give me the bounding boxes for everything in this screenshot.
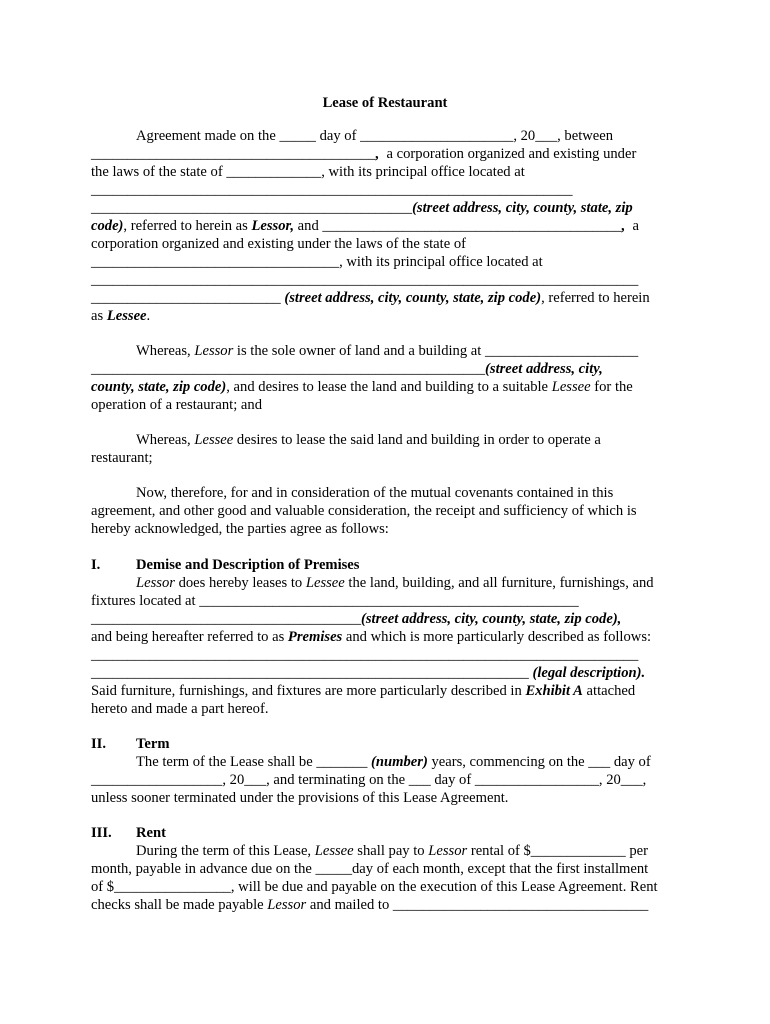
p1-line-3: the laws of the state of _____________, with its principal office located at	[91, 164, 525, 180]
s1-line-6: ____________________________________________________________ (legal description).	[91, 665, 646, 681]
section-1-heading: Demise and Description of Premises	[136, 557, 360, 573]
s2-line-3: unless sooner terminated under the provisions of this Lease Agreement.	[91, 790, 509, 806]
s1-line-3: _____________________________________(street address, city, county, state, zip code),	[91, 611, 622, 627]
p3-line-2: restaurant;	[91, 450, 153, 466]
s3-line-3: of $________________, will be due and payable on the execution of this Lease Agreement. Rent	[91, 879, 658, 895]
p4-line-1: Now, therefore, for and in consideration of the mutual covenants contained in this	[136, 485, 614, 501]
p1-line-9: ___________________________________________________________________________	[91, 272, 639, 288]
p1-line-8: __________________________________, with its principal office located at	[91, 254, 543, 270]
section-2-number: II.	[91, 736, 107, 752]
p1-line-7: corporation organized and existing under the laws of the state of	[91, 236, 466, 252]
p1-line-6: code), referred to herein as Lessor, and _________________________________________, a	[91, 218, 640, 234]
p2-line-4: operation of a restaurant; and	[91, 397, 262, 413]
p4-line-2: agreement, and other good and valuable consideration, the receipt and sufficiency of which is	[91, 503, 637, 519]
s1-line-8: hereto and made a part hereof.	[91, 701, 269, 717]
p1-line-11: as Lessee.	[91, 308, 151, 324]
p4-line-3: hereby acknowledged, the parties agree as follows:	[91, 521, 389, 537]
s2-line-2: __________________, 20___, and terminating on the ___ day of _________________, 20___,	[91, 772, 647, 788]
p1-line-5: ____________________________________________(street address, city, county, state, zip	[91, 200, 633, 216]
s1-line-5: ___________________________________________________________________________	[91, 647, 639, 663]
p2-line-2: ______________________________________________________(street address, city,	[91, 361, 603, 377]
s3-line-1: During the term of this Lease, Lessee shall pay to Lessor rental of $_____________ per	[136, 843, 648, 859]
p1-line-4: __________________________________________________________________	[91, 182, 573, 198]
document-title: Lease of Restaurant	[322, 95, 448, 111]
p1-line-10: __________________________ (street address, city, county, state, zip code), referred to herein	[91, 290, 650, 306]
s1-line-4: and being hereafter referred to as Premises and which is more particularly described as follows:	[91, 629, 652, 645]
s1-line-7: Said furniture, furnishings, and fixtures are more particularly described in Exhibit A attached	[91, 683, 636, 699]
section-3-heading: Rent	[136, 825, 166, 841]
section-2-heading: Term	[136, 736, 170, 752]
p2-line-1: Whereas, Lessor is the sole owner of land and a building at _____________________	[136, 343, 639, 359]
section-3-number: III.	[91, 825, 112, 841]
p2-line-3: county, state, zip code), and desires to lease the land and building to a suitable Lessee for the	[91, 379, 633, 395]
p3-line-1: Whereas, Lessee desires to lease the said land and building in order to operate a	[136, 432, 601, 448]
section-1-number: I.	[91, 557, 101, 573]
p1-line-2: _______________________________________, a corporation organized and existing under	[91, 146, 637, 162]
s1-line-2: fixtures located at ____________________________________________________	[91, 593, 579, 609]
s3-line-4: checks shall be made payable Lessor and mailed to ___________________________________	[91, 897, 649, 913]
s1-line-1: Lessor does hereby leases to Lessee the land, building, and all furniture, furnishings, and	[136, 575, 654, 591]
p1-line-1: Agreement made on the _____ day of _____________________, 20___, between	[136, 128, 614, 144]
s3-line-2: month, payable in advance due on the _____day of each month, except that the first installment	[91, 861, 649, 877]
s2-line-1: The term of the Lease shall be _______ (number) years, commencing on the ___ day of	[136, 754, 651, 770]
